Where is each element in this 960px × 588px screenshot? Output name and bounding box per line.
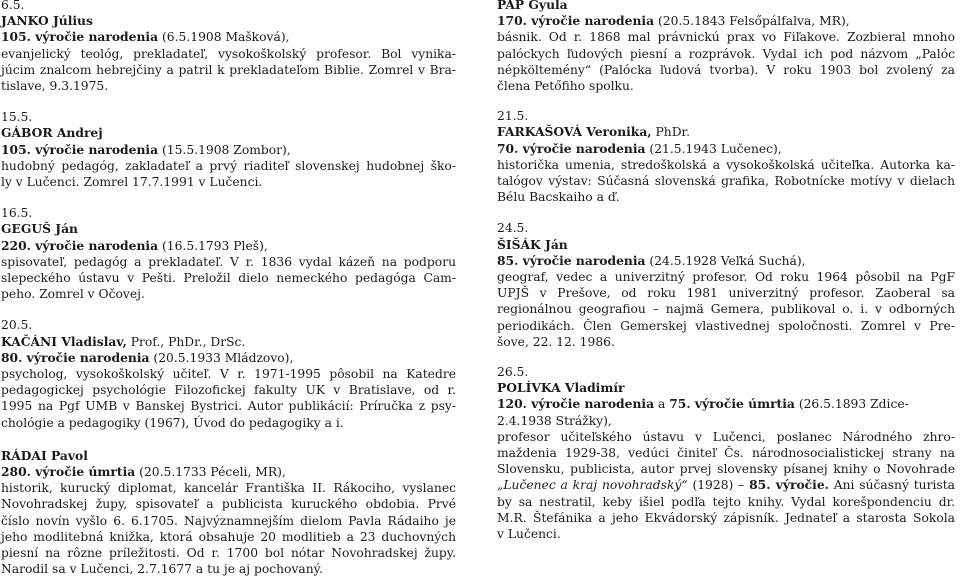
entry-text-line: hudobný pedagóg, zakladateľ a prvý riaditeľ slovenskej hudobnej ško- (1, 158, 456, 173)
entry-text-line: júcim znalcom hebrejčiny a patril k prekladateľom Biblie. Zomrel v Bra- (1, 62, 456, 77)
entry-text-line: slepeckého ústavu v Pešti. Preložil dielo nemeckého pedagóga Cam- (1, 271, 456, 286)
entry-text-line: historička umenia, stredoškolská a vysokoškolská učiteľka. Autorka ka- (497, 157, 955, 172)
entry-text-line: jeho modlitebná knižka, ktorá obsahuje 20 modlitieb a 23 duchovných (1, 529, 456, 544)
entry-text-line: népköltemény“ (Palócka ľudová tvorba). V roku 1903 bol zvolený za (497, 62, 955, 77)
left-column (1, 0, 456, 578)
anniversary-label: 85. výročie narodenia (497, 252, 646, 268)
entry-text: (21.5.1943 Lučenec), (649, 141, 782, 156)
entry-date: 24.5. (497, 221, 529, 236)
anniversary-label: 105. výročie narodenia (1, 141, 159, 157)
entry-text-line: „Lučenec a kraj novohradský“ (1928) – 85. výročie. Ani súčasný turista (497, 477, 955, 493)
person-name: JANKO Július (1, 13, 93, 29)
entry-text-line: číslo novín vyšlo 6. 6.1705. Najvýznamnejším dielom Pavla Rádaiho je (1, 513, 456, 528)
entry-text-line: v Lučenci. (497, 527, 561, 542)
entry-text-line: historik, kurucký diplomat, kancelár Františka II. Rákociho, vyslanec (1, 481, 456, 496)
book-title: „Lučenec a kraj novohradský“ (497, 478, 688, 493)
entry-text-line: básnik. Od r. 1868 mal právnickú prax vo Fiľakove. Zozbieral mnoho (497, 30, 955, 45)
person-name: PAP Gyula (497, 0, 568, 12)
entry-text-line: peho. Zomrel v Očovej. (1, 287, 145, 302)
anniversary-mention: 85. výročie. (749, 477, 829, 493)
entry-text-line: Bélu Bacskaiho a ď. (497, 190, 620, 205)
entry-text-line: profesor učiteľského ústavu v Lučenci, poslanec Národného zhro- (497, 429, 955, 444)
entry-name-line (1, 13, 456, 29)
entry-text-line: palóckych ľudových piesní a rozprávok. Vydal ich pod názvom „Palóc (497, 46, 955, 61)
entry-right-3 (497, 364, 955, 542)
anniversary-line (1, 464, 456, 480)
anniversary-label: 170. výročie narodenia (497, 13, 655, 29)
entry-date: 6.5. (1, 0, 25, 12)
anniversary-label: 80. výročie narodenia (1, 349, 150, 365)
entry-text-line: evanjelický teológ, prekladateľ, vysokoškolský profesor. Bol vynika- (1, 46, 456, 61)
entry-left-0 (1, 0, 456, 94)
entry-left-4 (1, 448, 456, 578)
anniversary-part: 75. výročie úmrtia (669, 396, 795, 412)
entry-name-line (497, 0, 955, 13)
entry-text-line: chológie a pedagogiky (1967), Úvod do pedagogiky a i. (1, 415, 344, 430)
entry-text-line: piesní na rôzne príležitosti. Od r. 1700 bol nótar Novohradskej župy. (1, 546, 456, 561)
anniversary-connector: a (654, 397, 670, 412)
entry-text: (24.5.1928 Veľká Suchá), (649, 253, 806, 268)
right-column (497, 0, 955, 542)
entry-text-line: Novohradskej župy, spisovateľ a publicista kuruckého obdobia. Prvé (1, 497, 456, 512)
anniversary-label (497, 396, 795, 411)
entry-text-line: Slovensku, publicista, autor prvej slovensky písanej knihy o Novohrade (497, 462, 955, 477)
entry-date: 26.5. (497, 365, 529, 380)
entry-name-line (1, 334, 456, 350)
entry-right-2 (497, 220, 955, 350)
entry-text: (20.5.1843 Felsőpálfalva, MR), (657, 14, 850, 29)
entry-date: 16.5. (1, 206, 33, 221)
person-name: ŠIŠÁK Ján (497, 236, 568, 252)
entry-text: (20.5.1933 Mládzovo), (153, 350, 294, 365)
anniversary-label: 280. výročie úmrtia (1, 464, 136, 480)
entry-text-line: talógov výstav: Súčasná slovenská grafika, Robotnícke motívy v dielach (497, 174, 955, 189)
person-name: KAČÁNI Vladislav, (1, 333, 127, 349)
person-title: PhDr. (651, 125, 690, 140)
entry-text: (15.5.1908 Zombor), (161, 142, 291, 157)
entry-text-line: Narodil sa v Lučenci, 2.7.1677 a tu je aj pochovaný. (1, 562, 323, 577)
entry-text-line: by sa nestratil, keby išiel podľa tejto knihy. Vydal korešpondenciu dr. (497, 494, 955, 509)
entry-text-line: pedagogickej psychológie Filozofickej fakulty UK v Bratislave, od r. (1, 383, 456, 398)
entry-text-line: ly v Lučenci. Zomrel 17.7.1991 v Lučenci. (1, 175, 263, 190)
entry-text-line: geograf, vedec a univerzitný profesor. Od roku 1964 pôsobil na PgF (497, 270, 955, 285)
entry-name-line (1, 125, 456, 141)
anniversary-line (1, 238, 456, 254)
entry-text-line: 2.4.1938 Strážky), (497, 413, 612, 428)
entry-name-line (497, 380, 955, 396)
anniversary-part: 120. výročie narodenia (497, 396, 655, 412)
entry-name-line (1, 221, 456, 237)
entry-text-line: člena Petőfiho spolku. (497, 79, 634, 94)
anniversary-line (1, 29, 456, 45)
entry-text: (16.5.1793 Pleš), (161, 238, 268, 253)
anniversary-label: 105. výročie narodenia (1, 29, 159, 45)
entry-text: (6.5.1908 Mašková), (161, 30, 290, 45)
entry-name-line (497, 124, 955, 140)
entry-text-line: 1995 na Pgf UMB v Banskej Bystrici. Autor publikácií: Príručka z psy- (1, 399, 456, 414)
entry-date: 15.5. (1, 110, 33, 125)
entry-left-1 (1, 109, 456, 190)
entry-text-line: periodikách. Člen Gemerskej vlastivednej spoločnosti. Zomrel v Pre- (497, 318, 955, 333)
anniversary-line (497, 253, 955, 269)
anniversary-line (497, 141, 955, 157)
entry-date: 20.5. (1, 318, 33, 333)
entry-right-0 (497, 0, 955, 94)
person-name: FARKAŠOVÁ Veronika, (497, 124, 652, 140)
person-name: GEGUŠ Ján (1, 221, 78, 237)
entry-text-line: šove, 22. 12. 1986. (497, 334, 615, 349)
entry-text-line: UPJŠ v Prešove, od roku 1981 univerzitný profesor. Zaoberal sa (497, 286, 955, 301)
anniversary-line (497, 396, 955, 412)
person-name: GÁBOR Andrej (1, 125, 103, 141)
entry-text: (26.5.1893 Zdice- (798, 397, 909, 412)
entry-text-line: regionálnou geografiou – najmä Gemera, publikoval o. i. v odborných (497, 302, 955, 317)
entry-text-line: M.R. Štefánika a jeho Ekvádorský zápisník. Jednateľ a starosta Sokola (497, 510, 955, 525)
anniversary-line (497, 13, 955, 29)
anniversary-label: 220. výročie narodenia (1, 237, 159, 253)
entry-right-1 (497, 108, 955, 205)
anniversary-line (1, 142, 456, 158)
entry-text-line: psycholog, vysokoškolský učiteľ. V r. 1971-1995 pôsobil na Katedre (1, 367, 456, 382)
person-name: RÁDAI Pavol (1, 447, 88, 463)
entry-text: (20.5.1733 Péceli, MR), (139, 465, 286, 480)
person-name: POLÍVKA Vladimír (497, 380, 625, 396)
entry-name-line (1, 448, 456, 464)
entry-name-line (497, 237, 955, 253)
person-title: Prof., PhDr., DrSc. (126, 334, 246, 349)
anniversary-line (1, 350, 456, 366)
entry-left-3 (1, 317, 456, 430)
entry-text-line: spisovateľ, pedagóg a prekladateľ. V r. 1836 vydal kázeň na podporu (1, 254, 456, 269)
entry-left-2 (1, 205, 456, 302)
anniversary-label: 70. výročie narodenia (497, 140, 646, 156)
entry-text-line: maždenia 1929-38, vedúci činiteľ Čs. národnosocialistickej strany na (497, 446, 955, 461)
entry-date: 21.5. (497, 109, 529, 124)
entry-text-line: tislave, 9.3.1975. (1, 79, 109, 94)
